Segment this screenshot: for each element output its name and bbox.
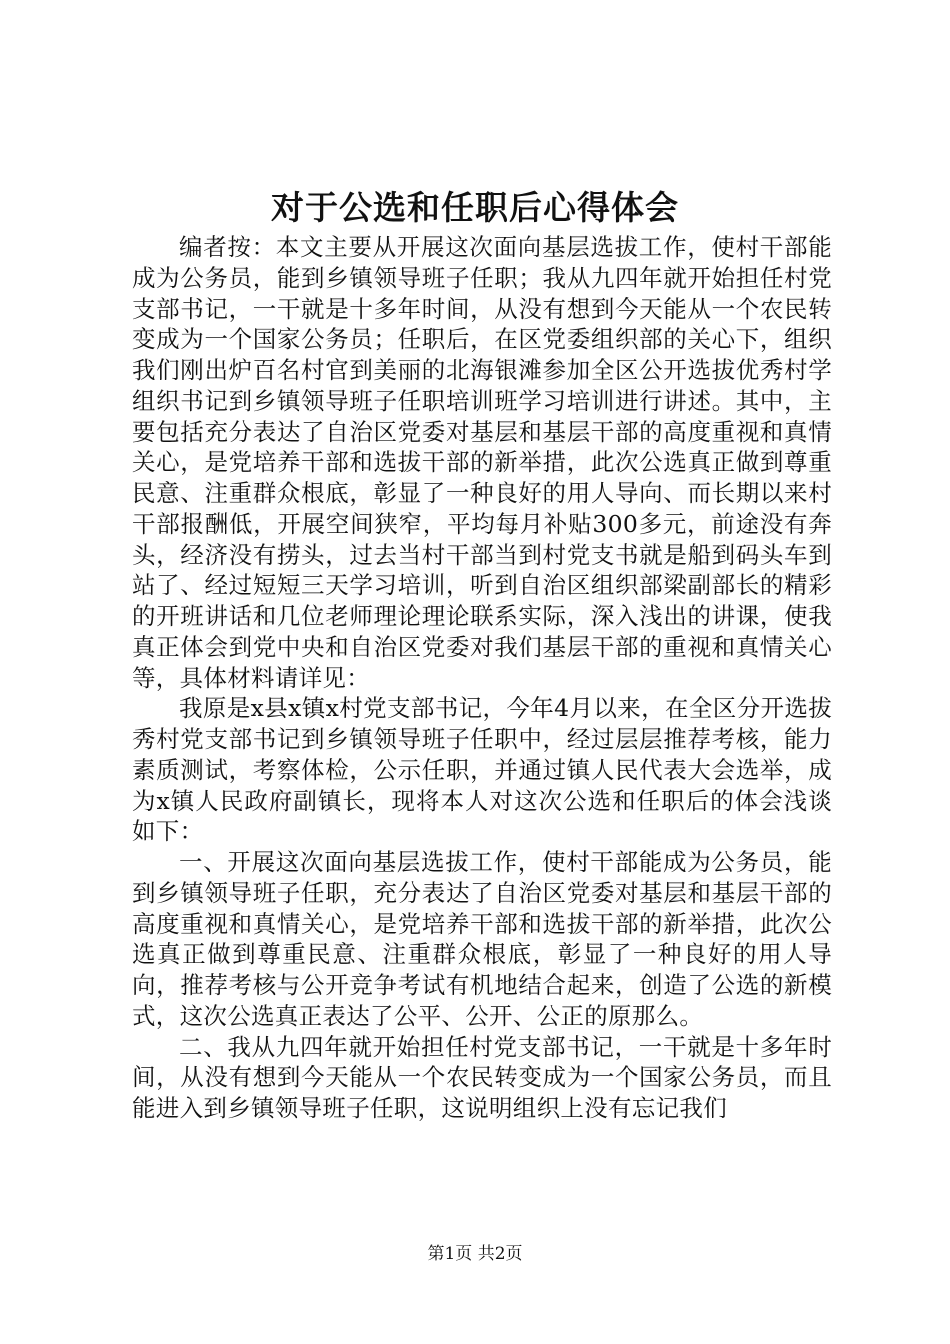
document-body — [132, 232, 832, 1124]
paragraph-introduction: 我原是x县x镇x村党支部书记，今年4月以来，在全区分开选拔秀村党支部书记到乡镇领导班子任职中，经过层层推荐考核，能力素质测试，考察体检，公示任职，并通过镇人民代表大会选举，成为x镇人民政府副镇长，现将本人对这次公选和任职后的体会浅谈如下： — [132, 694, 832, 846]
document-title: 对于公选和任职后心得体会 — [271, 188, 679, 227]
paragraph-point-two: 二、我从九四年就开始担任村党支部书记，一干就是十多年时间，从没有想到今天能从一个农民转变成为一个国家公务员，而且能进入到乡镇领导班子任职，这说明组织上没有忘记我们 — [132, 1032, 832, 1122]
paragraph-point-one: 一、开展这次面向基层选拔工作，使村干部能成为公务员，能到乡镇领导班子任职，充分表达了自治区党委对基层和基层干部的高度重视和真情关心，是党培养干部和选拔干部的新举措，此次公选真正做到尊重民意、注重群众根底，彰显了一种良好的用人导向，推荐考核与公开竞争考试有机地结合起来，创造了公选的新模式，这次公选真正表达了公平、公开、公正的原那么。 — [132, 848, 832, 1030]
paragraph-editor-note: 编者按：本文主要从开展这次面向基层选拔工作，使村干部能成为公务员，能到乡镇领导班子任职；我从九四年就开始担任村党支部书记，一干就是十多年时间，从没有想到今天能从一个农民转变成为一个国家公务员；任职后，在区党委组织部的关心下，组织我们刚出炉百名村官到美丽的北海银滩参加全区公开选拔优秀村学组织书记到乡镇领导班子任职培训班学习培训进行讲述。其中，主要包括充分表达了自治区党委对基层和基层干部的高度重视和真情关心，是党培养干部和选拔干部的新举措，此次公选真正做到尊重民意、注重群众根底，彰显了一种良好的用人导向、而长期以来村干部报酬低，开展空间狭窄，平均每月补贴300多元，前途没有奔头，经济没有捞头，过去当村干部当到村党支书就是船到码头车到站了、经过短短三天学习培训，听到自治区组织部梁副部长的精彩的开班讲话和几位老师理论理论联系实际，深入浅出的讲课，使我真正体会到党中央和自治区党委对我们基层干部的重视和真情关心等，具体材料请详见： — [132, 233, 832, 692]
page-number-footer: 第1页 共2页 — [427, 1244, 523, 1264]
